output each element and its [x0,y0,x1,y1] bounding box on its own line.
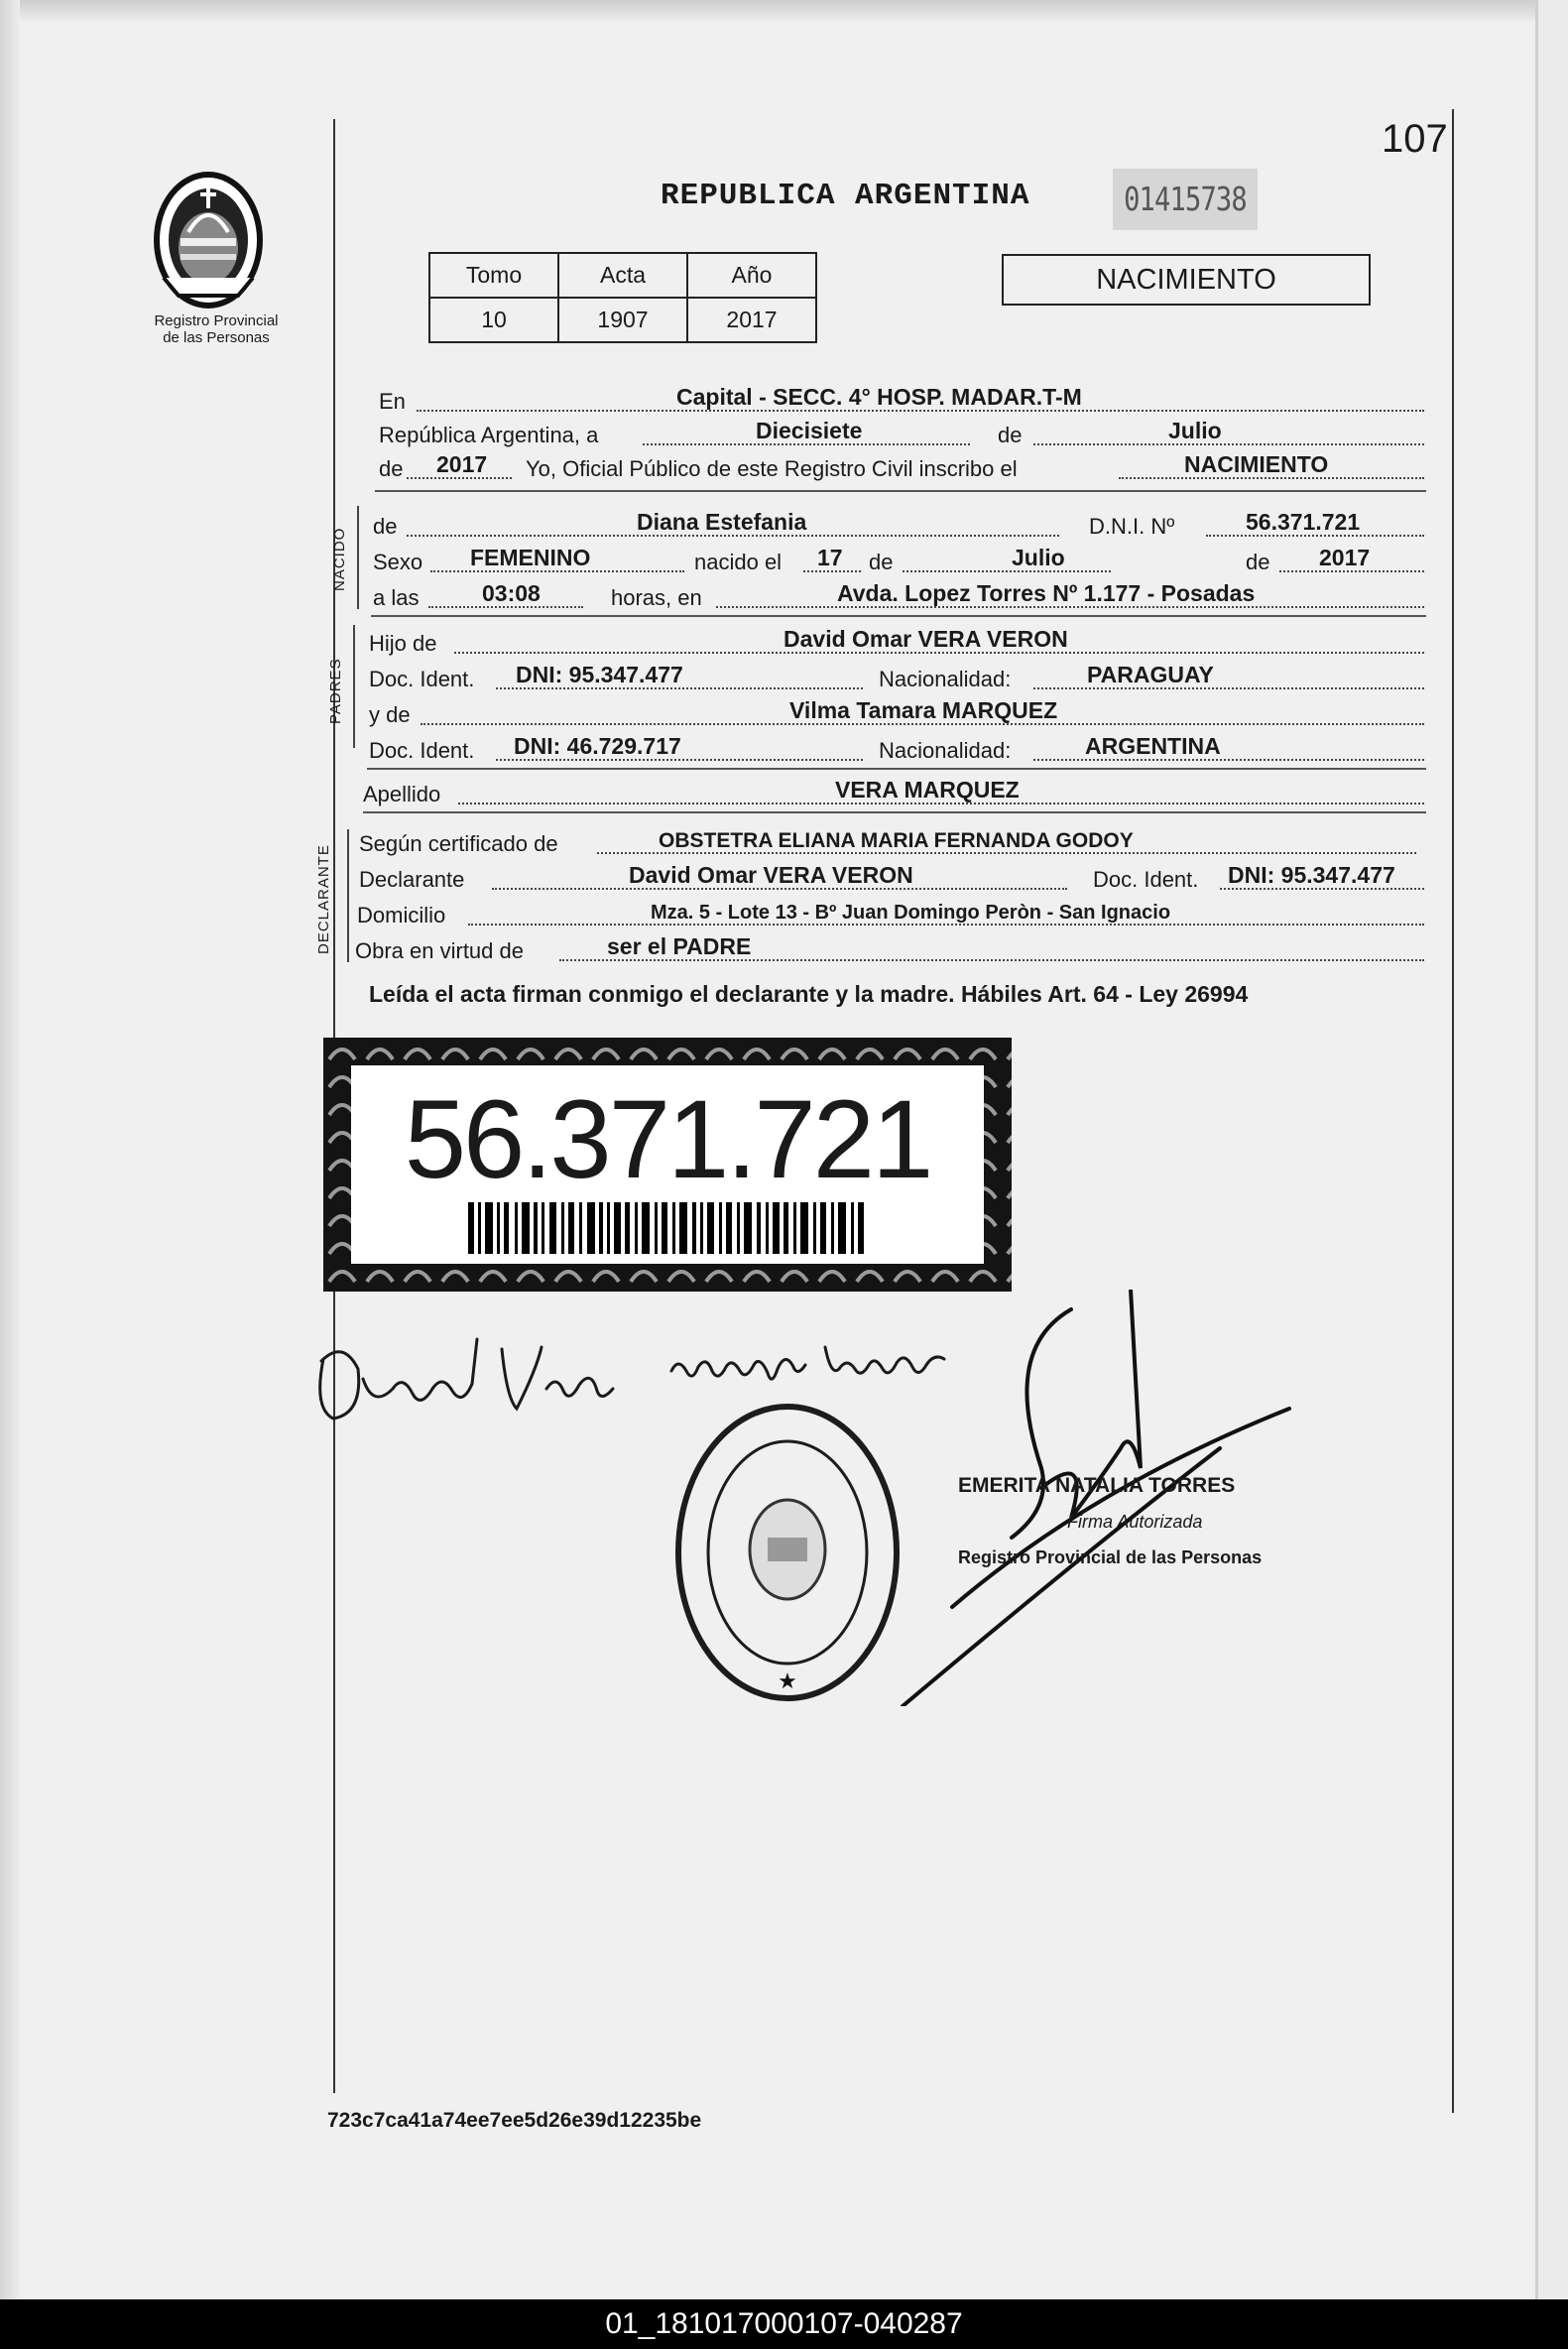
row-madre [369,694,1424,730]
official-role: Firma Autorizada [1067,1512,1203,1532]
row-apellido [363,774,1424,809]
table-header-anio: Año [687,253,816,298]
section-bracket [357,506,359,609]
footer-id-bar: 01_181017000107-040287 [0,2299,1568,2349]
page-top-shadow [0,0,1535,22]
section-separator [367,768,1426,770]
section-bracket [347,829,349,962]
label-de: de [379,456,404,481]
logo-caption-line1: Registro Provincial [154,312,279,329]
serial-number: 01415738 [1113,169,1258,230]
document-title: REPUBLICA ARGENTINA [661,179,1030,213]
table-header-acta: Acta [558,253,687,298]
row-en [377,381,1424,417]
official-seal [672,1401,903,1704]
section-separator [371,615,1426,617]
section-separator [375,490,1426,492]
value-domicilio: Mza. 5 - Lote 13 - Bº Juan Domingo Peròn - San Ignacio [651,902,1171,924]
label-de: de [1246,550,1270,574]
label-domicilio: Domicilio [357,903,446,927]
label-nacido-el: nacido el [694,550,783,574]
value-mes: Julio [1012,545,1065,570]
label-nacionalidad: Nacionalidad: [879,667,1012,691]
value-declarante: David Omar VERA VERON [629,862,913,888]
stamp-dni-number: 56.371.721 [404,1077,931,1201]
label-hijo-de: Hijo de [369,631,437,656]
dni-stamp [323,1038,1012,1292]
value-dia: 17 [817,545,843,570]
value-padre: David Omar VERA VERON [784,626,1068,652]
label-nacionalidad: Nacionalidad: [879,738,1012,763]
value-certificado: OBSTETRA ELIANA MARIA FERNANDA GODOY [659,829,1134,852]
section-label-declarante: DECLARANTE [315,844,332,954]
document-hash: 723c7ca41a74ee7ee5d26e39d12235be [327,2109,702,2132]
value-padre-nacionalidad: PARAGUAY [1087,662,1214,687]
table-value-tomo: 10 [429,298,558,342]
section-separator [363,811,1426,813]
row-padre [369,623,1424,659]
dotted-line [903,570,1111,572]
row-domicilio [357,895,1424,930]
table-value-acta: 1907 [558,298,687,342]
value-padre-doc: DNI: 95.347.477 [516,662,683,687]
row-nacido-hora [373,577,1424,613]
misiones-coat-of-arms-icon [149,169,268,317]
row-padre-doc [369,659,1424,694]
row-declarante [359,859,1424,895]
row-certificado [359,823,1416,859]
table-value-anio: 2017 [687,298,816,342]
label-y-de: y de [369,702,411,727]
logo-caption-line2: de las Personas [163,329,270,346]
declarant-signature [303,1319,621,1428]
official-block [958,1468,1262,1575]
label-en: En [379,389,406,414]
label-de: de [998,423,1023,447]
value-nombre: Diana Estefania [637,509,807,535]
registry-table [428,252,817,343]
value-declarante-doc: DNI: 95.347.477 [1228,862,1395,888]
label-doc-ident: Doc. Ident. [369,738,475,763]
label-doc-ident: Doc. Ident. [1093,867,1199,892]
label-republica: República Argentina, a [379,423,599,447]
record-type-box: NACIMIENTO [1002,254,1371,306]
row-anio [377,448,1424,484]
row-obra [355,930,1424,966]
row-nacido-nombre [373,506,1424,542]
logo-caption [127,312,305,346]
official-office: Registro Provincial de las Personas [958,1547,1263,1567]
label-horas-en: horas, en [611,585,702,610]
label-yo-oficial: Yo, Oficial Público de este Registro Civil inscribo el [526,456,1018,481]
page-left-edge [0,0,20,2299]
label-doc-ident: Doc. Ident. [369,667,475,691]
closing-statement: Leída el acta firman conmigo el declarante y la madre. Hábiles Art. 64 - Ley 26994 [369,981,1249,1007]
label-apellido: Apellido [363,782,441,806]
value-madre-doc: DNI: 46.729.717 [514,733,681,759]
value-mes: Julio [1168,418,1222,443]
stamp-label [351,1065,984,1264]
row-fecha [377,415,1424,450]
value-apellido: VERA MARQUEZ [835,777,1020,803]
seal-icon [672,1401,903,1704]
value-dni: 56.371.721 [1246,509,1361,535]
label-de: de [869,550,894,574]
right-margin-line [1452,109,1454,2113]
section-label-padres: PADRES [327,658,344,724]
value-hora: 03:08 [482,580,541,606]
label-obra: Obra en virtud de [355,938,524,963]
value-anio-nacimiento: 2017 [1319,545,1371,570]
label-dni: D.N.I. Nº [1089,514,1175,539]
value-obra: ser el PADRE [607,933,752,959]
value-madre: Vilma Tamara MARQUEZ [789,697,1058,723]
section-bracket [353,625,355,748]
official-name: EMERITA NATALIA TORRES [958,1474,1236,1497]
value-en: Capital - SECC. 4° HOSP. MADAR.T-M [676,384,1082,410]
value-dia-texto: Diecisiete [756,418,863,443]
row-nacido-sexo [373,542,1424,577]
label-declarante: Declarante [359,867,465,892]
value-lugar: Avda. Lopez Torres Nº 1.177 - Posadas [837,580,1256,606]
value-tipo-registro: NACIMIENTO [1184,451,1329,477]
value-sexo: FEMENINO [470,545,591,570]
label-a-las: a las [373,585,420,610]
row-madre-doc [369,730,1424,766]
page-number: 107 [1382,117,1448,161]
svg-text:★: ★ [778,1669,797,1694]
dotted-line [1033,443,1424,445]
label-certificado: Según certificado de [359,831,558,856]
section-label-nacido: NACIDO [331,527,348,591]
label-sexo: Sexo [373,550,423,574]
value-anio: 2017 [436,451,488,477]
barcode-icon [468,1202,865,1254]
value-madre-nacionalidad: ARGENTINA [1085,733,1221,759]
table-header-tomo: Tomo [429,253,558,298]
label-de: de [373,514,398,539]
